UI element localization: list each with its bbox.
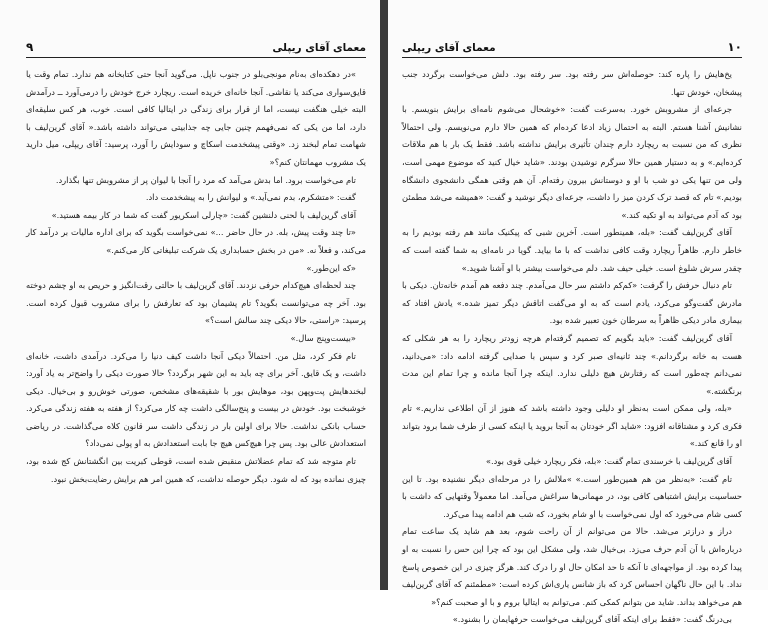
left-page-body (26, 66, 366, 488)
paragraph: آقای گرین‌لیف با خرسندی تمام گفت: «بله، فکر ریچارد خیلی قوی بود.» (485, 456, 732, 467)
paragraph: آقای گرین‌لیف گفت: «باید بگویم که تصمیم گرفته‌ام هرچه زودتر ریچارد را به هر شکلی که هست به خانه برگردانم.» چند ثانیه‌ای صبر کرد و سپس با صدایی گرفته ادامه داد: «می‌دانید، نمی‌دانم چه‌طور است که رفتارش هیچ دلیلی ندارد. اینکه چرا آنجا مانده و چرا تمام این مدت برنگشته.» (402, 332, 742, 396)
paragraph: «بیست‌وپنج سال.» (290, 332, 356, 343)
right-page-number: ۱۰ (727, 40, 742, 54)
paragraph: «که این‌طور.» (306, 262, 356, 273)
paragraph: آقای گرین‌لیف با لحنی دلنشین گفت: «چارلی اسکریور گفت که شما در کار بیمه هستید.» (51, 209, 356, 220)
paragraph: گفت: «متشکرم، بدم نمی‌آید.» و لیوانش را به پیشخدمت داد. (145, 192, 356, 203)
paragraph: تام گفت: «به‌نظر من هم همین‌طور است.» »ملالش را در مرحله‌ای دیگر نشنیده بود. تا این حساسیت برایش اشتباهی کافی بود، در مهمانی‌ها سراغش می‌آمد. اما معمولاً وقتهایی که داشت با کسی شام می‌خورد که اول نمی‌خواست با او شام بخورد، که شب هم ادامه پیدا می‌کرد. (402, 473, 742, 519)
paragraph: دراز و درازتر می‌شد. حالا من می‌توانم از آن راحت شوم، بعد هم شاید یک ساعت تمام درباره‌اش با آن آدم حرف می‌زد. بی‌خیال شد، ولی مشکل این بود که چرا این حس را نسبت به او پیدا کرده بود. از مواجهه‌ای تا آنکه تا حد امکان حال او را درک کند. هرگز چیزی در این خصوص پاسخ نداد. با این حال ناگهان احساس کرد که باز شانس یاری‌اش کرده است: «مطمئنم که آقای گرین‌لیف هم می‌خواهد بداند. شاید من بتوانم کمکی کنم. می‌توانم به ایتالیا بروم و با او صحبت کنم؟« (402, 526, 742, 607)
left-book-page (0, 0, 380, 590)
right-page-title: معمای آقای ریپلی (402, 42, 496, 54)
paragraph: »در دهکده‌ای به‌نام مونجی‌بلو در جنوب ناپل. می‌گوید آنجا حتی کتابخانه هم ندارد. تمام وقت یا قایق‌سواری می‌کند یا نقاشی. آنجا خانه‌ای خریده است. ریچارد خرج خودش را درمی‌آورد ــ درآمدش البته خیلی هنگفت نیست، اما از قرار برای زندگی در ایتالیا کافی است. خوب، هر کس سلیقه‌ای دارد، اما من یکی که نمی‌فهمم چنین جایی چه جذابیتی می‌تواند داشته باشد.« آقای گرین‌لیف با شهامت تمام لبخند زد. «وقتی پیشخدمت اسکاچ و سودایش را آورد، پرسید: آقای ریپلی، میل دارید یک مشروب مهمانتان کنم؟« (26, 69, 366, 167)
paragraph: آقای گرین‌لیف گفت: «بله، همینطور است. آخرین شبی که پیکنیک مانند هم رفته بودیم را به خاطر دارم. ظاهراً ریچارد وقت کافی نداشت که با ما بیاید. گویا در نامه‌ای به شما گفته است که چقدر سرش شلوغ است. خیلی حیف شد. دلم می‌خواست بیشتر با او آشنا شوید.» (402, 227, 742, 273)
paragraph: تام متوجه شد که تمام عضلاتش منقبض شده است، قوطی کبریت بین انگشتانش کج شده بود، چیزی نمانده بود که له شود. دیگر حوصله نداشت، که همین امر هم برایش رضایت‌بخش نبود. (26, 456, 366, 484)
left-page-number: ۹ (26, 40, 34, 54)
left-page-header (26, 40, 366, 58)
paragraph: «بله، ولی ممکن است به‌نظر او دلیلی وجود داشته باشد که هنوز از آن اطلاعی نداریم.» تام فکری کرد و مشتاقانه افزود: «شاید اگر خودتان به آنجا بروید یا اینکه کسی از طرف شما برود بتواند او را قانع کند.» (402, 403, 742, 449)
right-page-body (402, 66, 742, 629)
right-book-page (388, 0, 768, 625)
right-page-header (402, 40, 742, 58)
paragraph: جرعه‌ای از مشروبش خورد. به‌سرعت گفت: «خوشحال می‌شوم نامه‌ای برایش بنویسم. با نشانیش آشنا هستم. البته به احتمال زیاد ادعا کرده‌ام که همین حالا دارم می‌نویسم. ولی احتمالاً نظری که من نسبت به ریچارد دارم چندان تأثیری برایش نداشته باشد. فقط یک بار با هم ملاقات کرده‌ایم.» و به دستیار همین حالا سرگرم نوشیدن بودند. «شاید خیال کنید که موضوع مهمی است، ولی من تنها یکی دو شب با او و دوستانش بیرون رفته‌ام. آن هم وقتی همگی دانشجوی دانشگاه بودیم.» تام که قصد ترک کردن میز را داشت، جرعه‌ای دیگر نوشید و گفت: «همیشه می‌شد مطمئن بود که آدم می‌تواند به او تکیه کند.» (402, 104, 742, 220)
paragraph: «تا چند وقت پیش، بله. در حال حاضر ...» نمی‌خواست بگوید که برای اداره مالیات بر درآمد کار می‌کند، و فعلاً نه. «من در بخش حسابداری یک شرکت تبلیغاتی کار می‌کنم.» (26, 227, 366, 255)
paragraph: تام فکر کرد، مثل من. احتمالاً دیکی آنجا داشت کیف دنیا را می‌کرد. درآمدی داشت، خانه‌ای داشت، و یک قایق. آخر برای چه باید به این شهر برگردد؟ حالا صورت دیکی را واضح‌تر به یاد آورد: لبخندهایش پت‌وپهن بود، موهایش بور با شقیقه‌های مشخص، صورتی خوش‌رو و بی‌خیال. دیکی خوشبخت بود. خودش در بیست و پنج‌سالگی داشت چه کار می‌کرد؟ از هفته به هفته زندگی می‌کرد. حساب بانکی نداشت. حالا برای اولین بار در زندگی داشت سر قانون کلاه می‌گذاشت. در ریاضی استعدادش عالی بود. پس چرا هیچ‌کس هیچ جا بابت استعدادش به او پولی نمی‌داد؟ (26, 350, 366, 449)
paragraph: تام دنبال حرفش را گرفت: «کم‌کم داشتم سر حال می‌آمدم. چند دفعه هم آمدم خانه‌تان. دیکی با مادرش گفت‌وگو می‌کرد، یادم است که به او می‌گفت اتاقش دیگر تمیز شده.» یادش افتاد که بیماری مادر دیکی ظاهراً به سرطان خون تعبیر شده بود. (402, 280, 742, 326)
paragraph: یخ‌هایش را پاره کند: حوصله‌اش سر رفته بود. سر رفته بود. دلش می‌خواست برگردد جنب پیشخان، خودش تنها. (402, 69, 742, 97)
paragraph: بی‌درنگ گفت: «فقط برای اینکه آقای گرین‌لیف می‌خواست حرفهایمان را بشنود.» (452, 614, 732, 625)
paragraph: چند لحظه‌ای هیچ‌کدام حرفی نزدند. آقای گرین‌لیف با حالتی رقت‌انگیز و حریص به او چشم دوخته بود. آخر چه می‌توانست بگوید؟ تام پشیمان بود که تعارفش را برای مشروب قبول کرده است. پرسید: «راستی، حالا دیکی چند سالش است؟» (26, 280, 366, 326)
paragraph: تام می‌خواست برود. اما بدش می‌آمد که مرد را آنجا با لیوان پر از مشروبش تنها بگذارد. (55, 174, 356, 185)
book-spine-gutter (380, 0, 388, 590)
left-page-title: معمای آقای ریپلی (272, 42, 366, 54)
